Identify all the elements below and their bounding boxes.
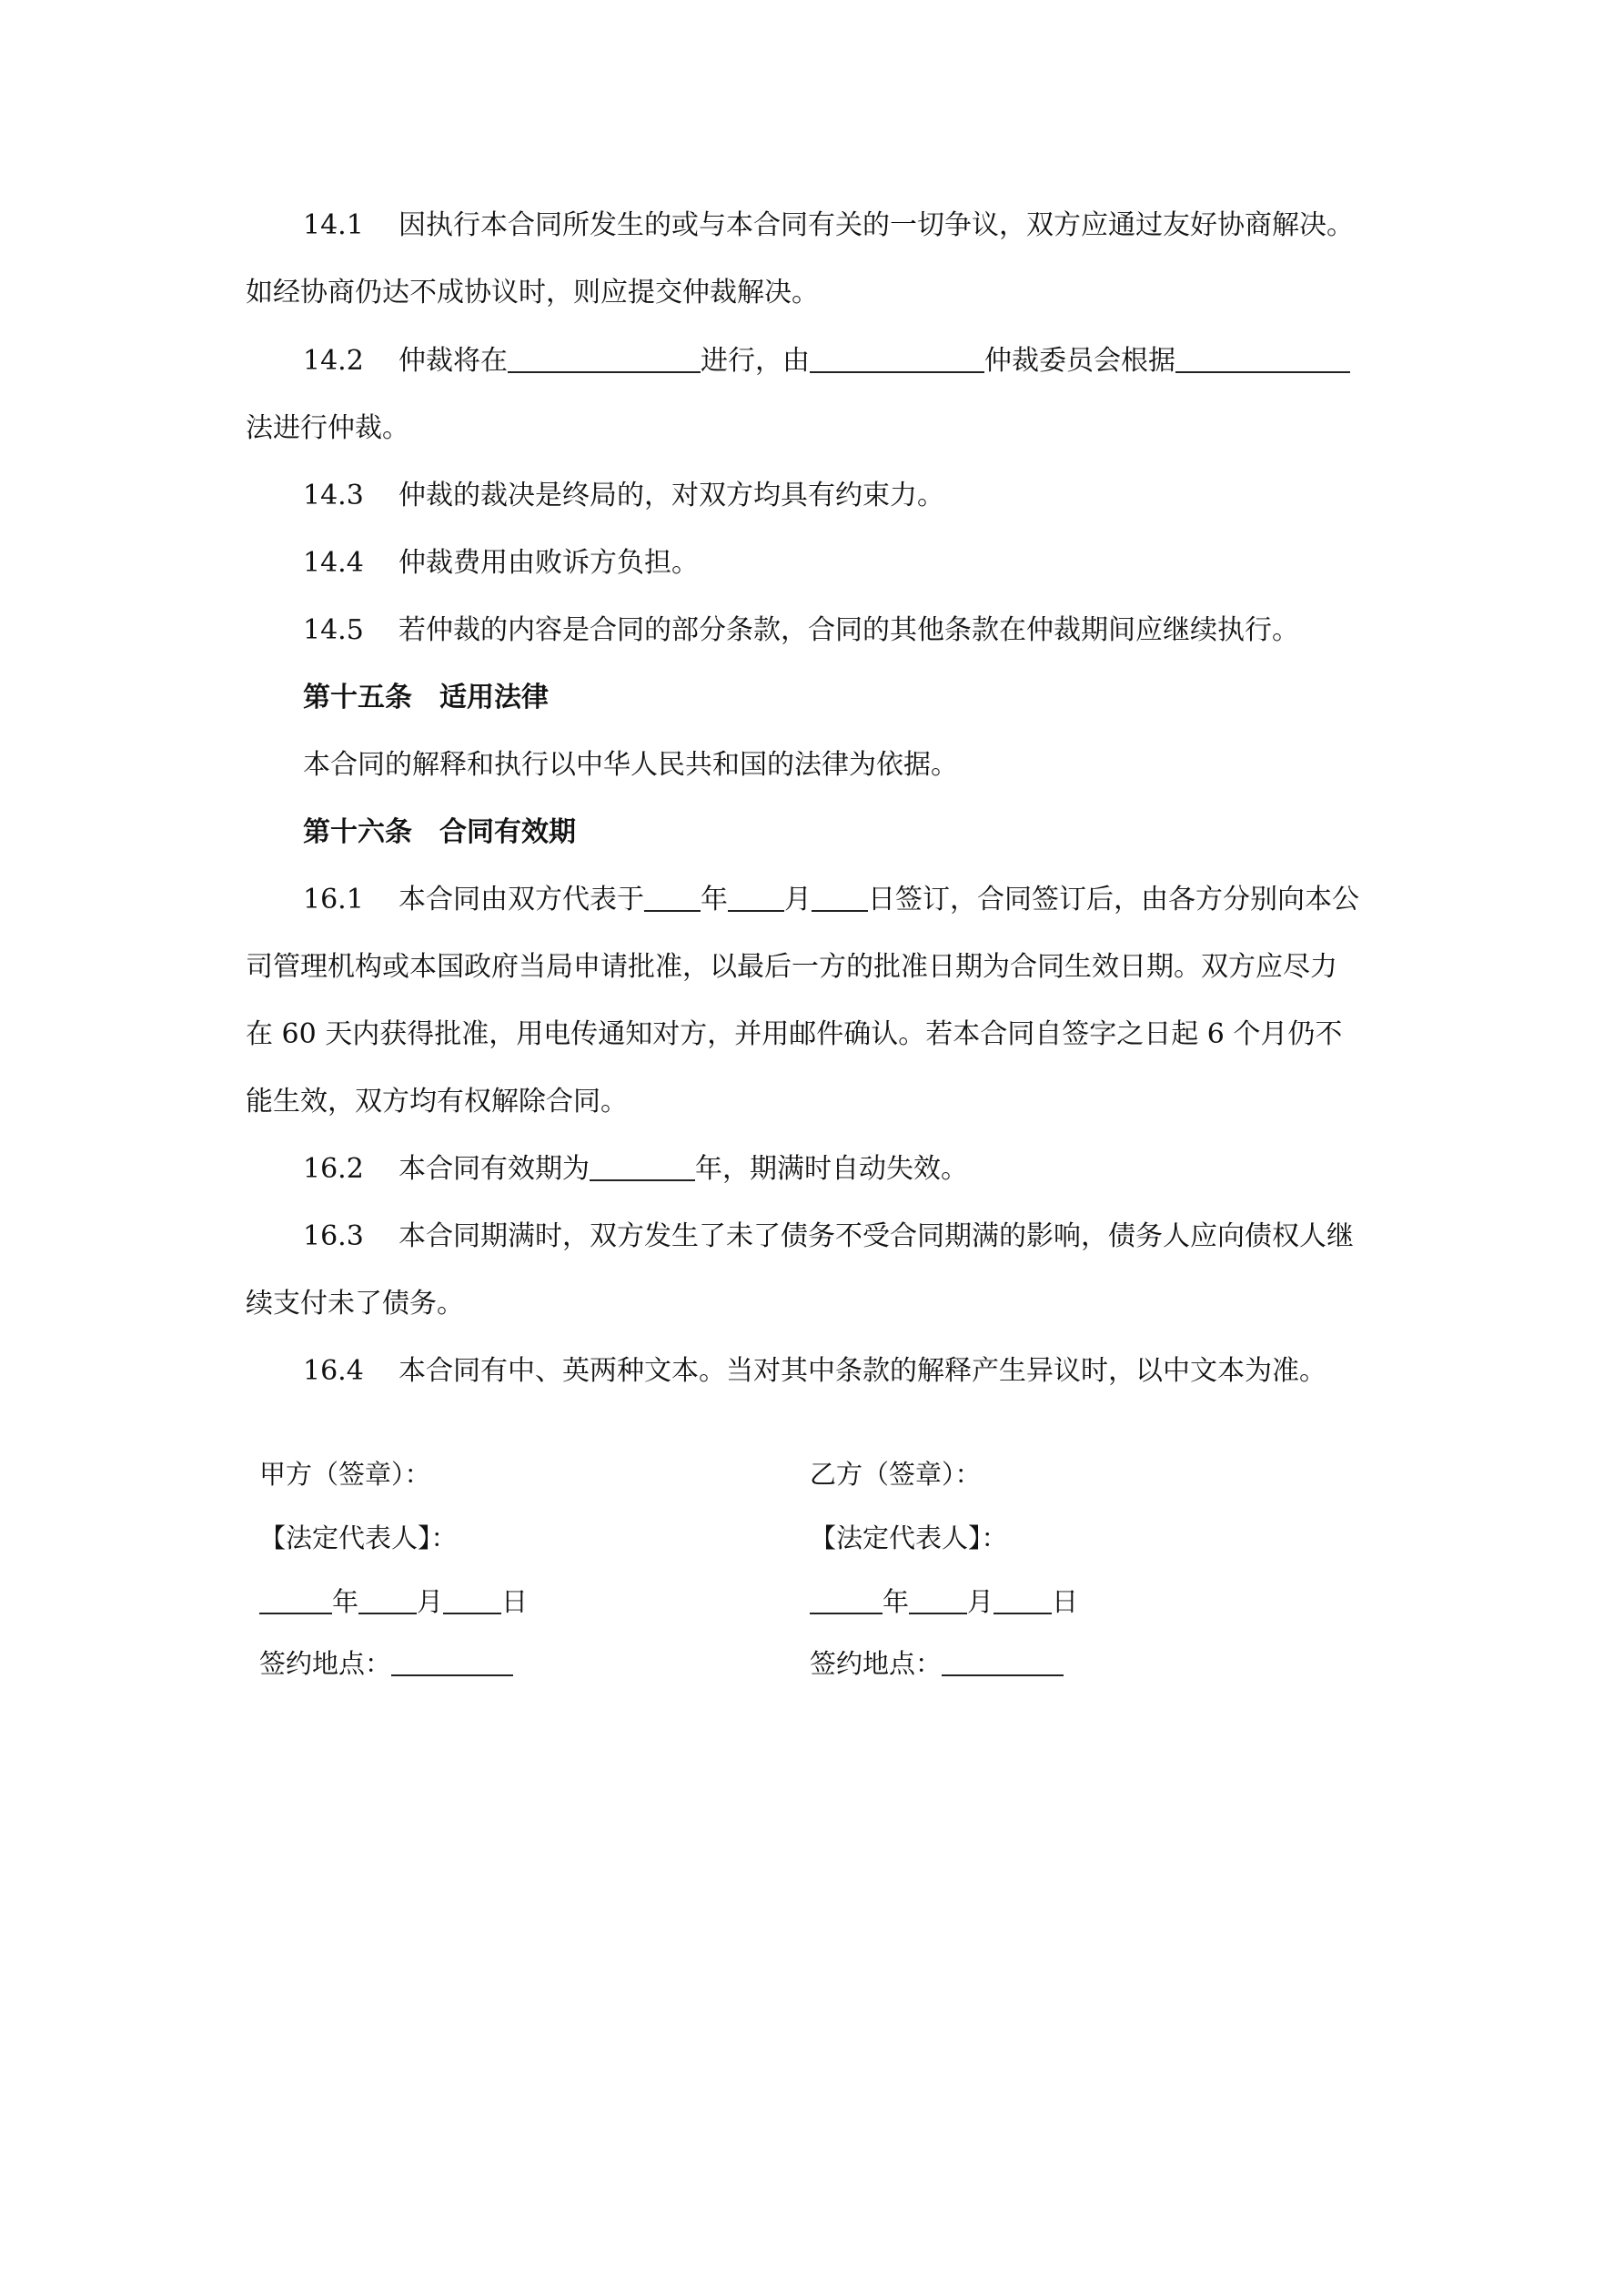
article-16-heading: 第十六条 合同有效期 [303,816,576,848]
clause-14-5: 14.5 若仲裁的内容是合同的部分条款，合同的其他条款在仲裁期间应继续执行。 [303,614,1299,646]
blank-party-b-place[interactable] [942,1648,1064,1676]
clause-number: 14.5 [303,614,364,646]
blank-party-b-month[interactable] [909,1586,967,1614]
clause-16-1-line-3: 在 60 天内获得批准，用电传通知对方，并用邮件确认。若本合同自签字之日起 6 个月仍不 [246,1018,1343,1050]
blank-sign-month[interactable] [728,883,784,912]
clause-number: 14.4 [303,547,364,579]
clause-16-4: 16.4 本合同有中、英两种文本。当对其中条款的解释产生异议时，以中文本为准。 [303,1355,1326,1387]
blank-validity-years[interactable] [590,1152,695,1181]
blank-party-b-day[interactable] [994,1586,1052,1614]
clause-text: 因执行本合同所发生的或与本合同有关的一切争议，双方应通过友好协商解决。 [398,209,1354,241]
clause-number: 16.4 [303,1355,364,1387]
clause-14-1-line-2: 如经协商仍达不成协议时，则应提交仲裁解决。 [246,277,819,308]
clause-16-2: 16.2 本合同有效期为 年，期满时自动失效。 [303,1153,968,1185]
clause-number: 14.3 [303,480,364,511]
clause-14-1-line-1 [303,207,1354,244]
blank-party-a-year[interactable] [259,1586,332,1614]
party-a-representative: 【法定代表人】： [259,1522,458,1553]
clause-16-3-line-1: 16.3 本合同期满时，双方发生了未了债务不受合同期满的影响，债务人应向债权人继 [303,1220,1354,1252]
blank-arbitration-committee[interactable] [810,344,984,373]
party-a-place: 签约地点： [259,1645,513,1682]
blank-arbitration-law[interactable] [1175,344,1350,373]
blank-sign-year[interactable] [644,883,701,912]
article-15-heading: 第十五条 适用法律 [303,682,549,713]
clause-14-2-line-2: 法进行仲裁。 [246,412,409,444]
clause-number: 14.1 [303,209,364,241]
blank-party-a-day[interactable] [443,1586,501,1614]
party-a-date: 年 月 日 [259,1583,528,1620]
blank-sign-day[interactable] [812,883,868,912]
party-b-date: 年 月 日 [810,1583,1078,1620]
clause-16-1-line-1: 16.1 本合同由双方代表于 年 月 日签订，合同签订后，由各方分别向本公 [303,884,1359,915]
party-b-representative: 【法定代表人】： [810,1522,1008,1553]
blank-party-a-month[interactable] [358,1586,417,1614]
clause-14-3: 14.3 仲裁的裁决是终局的，对双方均具有约束力。 [303,480,944,511]
party-b-label: 乙方（签章）： [810,1459,982,1490]
clause-number: 16.2 [303,1153,364,1185]
clause-14-2-line-1: 14.2 仲裁将在 进行，由 仲裁委员会根据 [303,343,1350,379]
clause-number: 14.2 [303,345,364,377]
article-15-text: 本合同的解释和执行以中华人民共和国的法律为依据。 [303,749,958,781]
blank-party-b-year[interactable] [810,1586,883,1614]
party-a-label: 甲方（签章）： [259,1459,431,1490]
clause-number: 16.1 [303,884,364,915]
clause-16-1-line-4: 能生效，双方均有权解除合同。 [246,1086,628,1118]
party-b-place: 签约地点： [810,1645,1064,1682]
clause-16-1-line-2: 司管理机构或本国政府当局申请批准，以最后一方的批准日期为合同生效日期。双方应尽力 [246,951,1337,983]
clause-16-3-line-2: 续支付未了债务。 [246,1288,464,1320]
blank-party-a-place[interactable] [391,1648,513,1676]
clause-14-4: 14.4 仲裁费用由败诉方负担。 [303,547,699,579]
clause-number: 16.3 [303,1220,364,1252]
blank-arbitration-place[interactable] [508,344,701,373]
